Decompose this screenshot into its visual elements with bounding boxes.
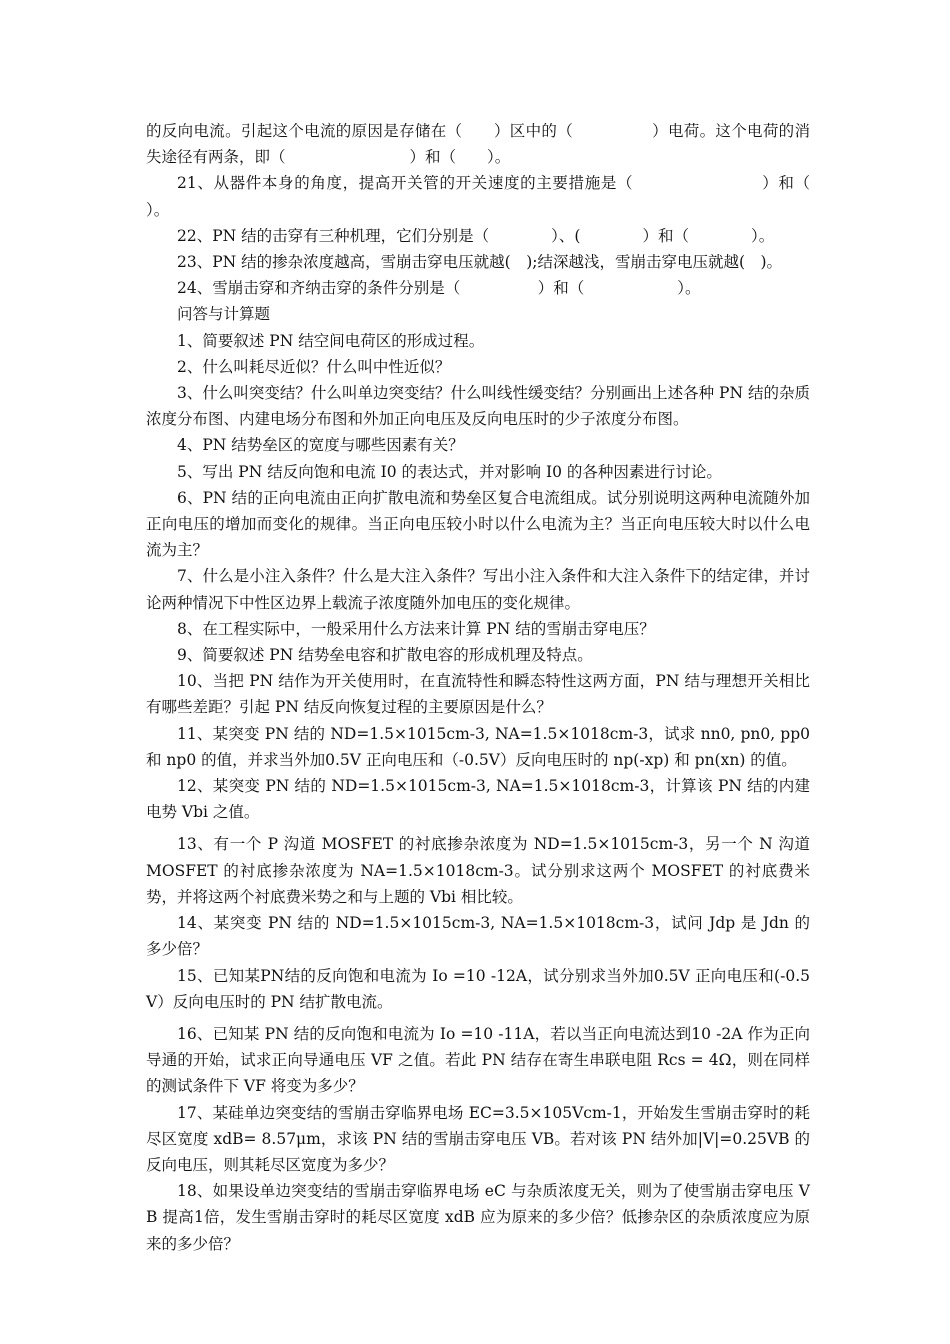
question-23: 23、PN 结的掺杂浓度越高，雪崩击穿电压就越( );结深越浅，雪崩击穿电压就越( )。 xyxy=(177,253,783,272)
calc-question-2: 2、什么叫耗尽近似？什么叫中性近似？ xyxy=(177,357,451,376)
calc-question-3: 3、什么叫突变结？什么叫单边突变结？什么叫线性缓变结？分别画出上述各种 PN 结的杂质浓度分布图、内建电场分布图和外加正向电压及反向电压时的少子浓度分布图。 xyxy=(146,384,810,429)
calc-question-14: 14、某突变 PN 结的 ND=1.5×1015cm-3, NA=1.5×1018cm-3，试问 Jdp 是 Jdn 的多少倍？ xyxy=(146,914,810,959)
question-20-continuation: 的反向电流。引起这个电流的原因是存储在（ ）区中的（ ）电荷。这个电荷的消失途径有两条，即（ ）和（ ）。 xyxy=(146,122,810,167)
calc-question-7: 7、什么是小注入条件？什么是大注入条件？写出小注入条件和大注入条件下的结定律，并讨论两种情况下中性区边界上载流子浓度随外加电压的变化规律。 xyxy=(146,567,810,612)
question-21: 21、从器件本身的角度，提高开关管的开关速度的主要措施是（ ）和（ ）。 xyxy=(146,174,950,219)
calc-question-9: 9、简要叙述 PN 结势垒电容和扩散电容的形成机理及特点。 xyxy=(177,646,593,665)
calc-question-6: 6、PN 结的正向电流由正向扩散电流和势垒区复合电流组成。试分别说明这两种电流随外加正向电压的增加而变化的规律。当正向电压较小时以什么电流为主？当正向电压较大时以什么电流为主？ xyxy=(146,488,810,560)
calc-question-1: 1、简要叙述 PN 结空间电荷区的形成过程。 xyxy=(177,331,485,350)
calc-question-12: 12、某突变 PN 结的 ND=1.5×1015cm-3, NA=1.5×1018cm-3，计算该 PN 结的内建电势 Vbi 之值。 xyxy=(146,777,810,822)
calc-question-15: 15、已知某PN结的反向饱和电流为 Io =10 -12A，试分别求当外加0.5V 正向电压和(-0.5V）反向电压时的 PN 结扩散电流。 xyxy=(146,966,810,1011)
calc-question-17: 17、某硅单边突变结的雪崩击穿临界电场 EC=3.5×105Vcm-1，开始发生雪崩击穿时的耗尽区宽度 xdB= 8.57μm，求该 PN 结的雪崩击穿电压 VB。若对该 PN 结外加|V|=0.25VB 的反向电压，则其耗尽区宽度为多少？ xyxy=(146,1103,810,1174)
calc-question-11: 11、某突变 PN 结的 ND=1.5×1015cm-3, NA=1.5×1018cm-3，试求 nn0, pn0, pp0 和 np0 的值，并求当外加0.5V 正向电压和（-0.5V）反向电压时的 np(-xp) 和 pn(xn) 的值。 xyxy=(146,724,810,769)
document-body xyxy=(146,118,950,1257)
section-heading: 问答与计算题 xyxy=(177,305,271,324)
calc-question-10: 10、当把 PN 结作为开关使用时，在直流特性和瞬态特性这两方面，PN 结与理想开关相比有哪些差距？引起 PN 结反向恢复过程的主要原因是什么？ xyxy=(146,672,810,717)
calc-question-13: 13、有一个 P 沟道 MOSFET 的衬底掺杂浓度为 ND=1.5×1015cm-3，另一个 N 沟道 MOSFET 的衬底掺杂浓度为 NA=1.5×1018cm-3。试分别求这两个 MOSFET 的衬底费米势，并将这两个衬底费米势之和与上题的 Vbi 相比较。 xyxy=(146,835,810,906)
calc-question-18: 18、如果设单边突变结的雪崩击穿临界电场 eC 与杂质浓度无关，则为了使雪崩击穿电压 VB 提高1倍，发生雪崩击穿时的耗尽区宽度 xdB 应为原来的多少倍？低掺杂区的杂质浓度应为原来的多少倍？ xyxy=(146,1182,810,1253)
calc-question-8: 8、在工程实际中，一般采用什么方法来计算 PN 结的雪崩击穿电压？ xyxy=(177,619,655,638)
question-22: 22、PN 结的击穿有三种机理，它们分别是（ ）、( ）和（ ）。 xyxy=(177,226,775,245)
calc-question-16: 16、已知某 PN 结的反向饱和电流为 Io =10 -11A，若以当正向电流达到10 -2A 作为正向导通的开始，试求正向导通电压 VF 之值。若此 PN 结存在寄生串联电阻 Rcs = 4Ω，则在同样的测试条件下 VF 将变为多少？ xyxy=(146,1024,810,1096)
calc-question-4: 4、PN 结势垒区的宽度与哪些因素有关？ xyxy=(177,436,464,455)
calc-question-5: 5、写出 PN 结反向饱和电流 I0 的表达式，并对影响 I0 的各种因素进行讨论。 xyxy=(177,462,722,481)
question-24: 24、雪崩击穿和齐纳击穿的条件分别是（ ）和（ ）。 xyxy=(177,279,701,298)
